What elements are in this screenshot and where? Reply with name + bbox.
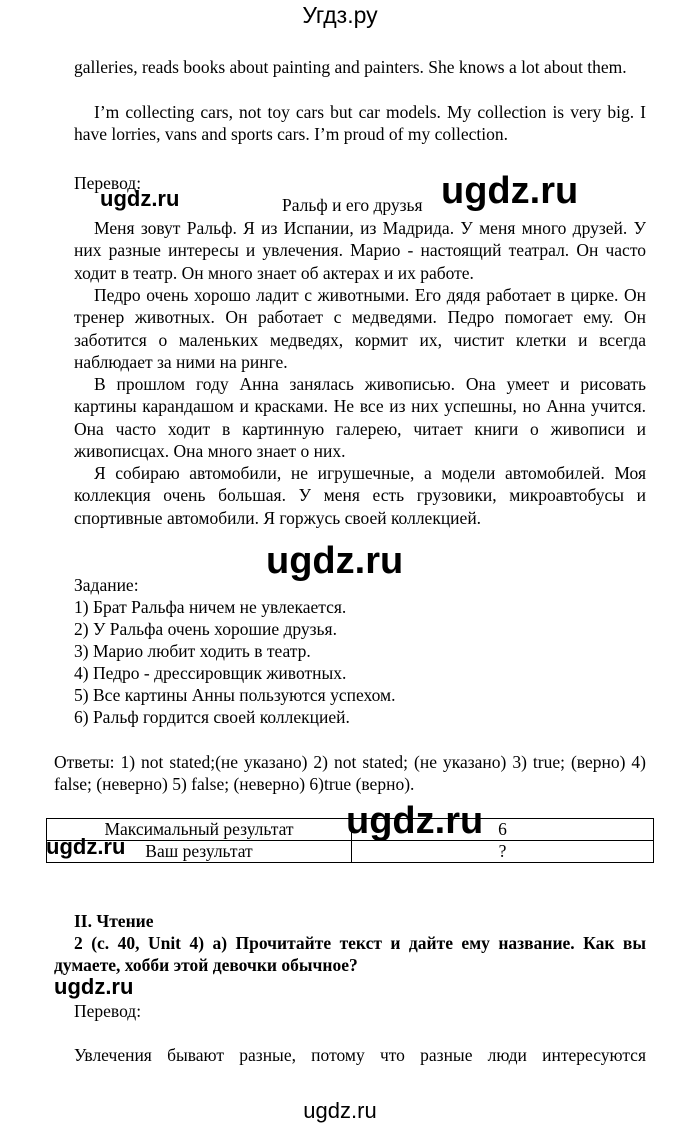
your-result-value: ? [352, 841, 654, 863]
paragraph-2: Педро очень хорошо ладит с животными. Его дядя работает в цирке. Он тренер животных. Он работает с медведями. Педро помогает ему. Он заботится о маленьких медведях, кормит их, чистит клетки и всегда наблюдает за ними на ринге. [74, 285, 646, 373]
paragraph-3: В прошлом году Анна занялась живописью. Она умеет и рисовать картины карандашом и красками. Не все из них успешны, но Анна учится. Она часто ходит в картинную галерею, читает книги о живописи и живописцах. Она много знает о них. [74, 374, 646, 462]
table-row [47, 841, 654, 863]
answers: Ответы: 1) not stated;(не указано) 2) not stated; (не указано) 3) true; (верно) 4) false; (неверно) 5) false; (неверно) 6)true (верно). [54, 752, 646, 795]
translation-label: Перевод: [74, 173, 142, 193]
translation-label-2: Перевод: [74, 1001, 142, 1021]
paragraph-4: Я собираю автомобили, не игрушечные, а модели автомобилей. Моя коллекция очень большая. У меня есть грузовики, микроавтобусы и спортивные автомобили. Я горжусь своей коллекцией. [74, 463, 646, 528]
watermark: ugdz.ru [303, 1098, 377, 1123]
your-result-label: Ваш результат [47, 841, 352, 863]
watermark: ugdz.ru [100, 186, 180, 211]
task-label: Задание: [74, 575, 139, 595]
task-item: 2) У Ральфа очень хорошие друзья. [74, 619, 337, 639]
watermark: ugdz.ru [441, 170, 579, 212]
watermark: ugdz.ru [346, 800, 484, 842]
exercise-instruction: 2 (с. 40, Unit 4) а) Прочитайте текст и дайте ему название. Как вы думаете, хобби этой девочки обычное? [54, 933, 646, 976]
last-line: Увлечения бывают разные, потому что разные люди интересуются [74, 1045, 646, 1065]
section-title: II. Чтение [74, 911, 154, 931]
watermark: ugdz.ru [266, 540, 404, 582]
english-continuation: galleries, reads books about painting and painters. She knows a lot about them. [74, 57, 627, 77]
task-item: 5) Все картины Анны пользуются успехом. [74, 685, 396, 705]
site-title: Угдз.ру [302, 2, 378, 28]
task-item: 4) Педро - дрессировщик животных. [74, 663, 347, 683]
watermark: ugdz.ru [54, 974, 134, 999]
task-item: 1) Брат Ральфа ничем не увлекается. [74, 597, 347, 617]
story-title: Ральф и его друзья [282, 195, 423, 215]
task-item: 6) Ральф гордится своей коллекцией. [74, 707, 350, 727]
max-result-label: Максимальный результат [47, 819, 352, 841]
english-collection: I’m collecting cars, not toy cars but car models. My collection is very big. I have lorries, vans and sports cars. I’m proud of my collection. [74, 102, 646, 145]
paragraph-1: Меня зовут Ральф. Я из Испании, из Мадрида. У меня много друзей. У них разные интересы и увлечения. Марио - настоящий театрал. Он часто ходит в театр. Он много знает об актерах и их работе. [74, 218, 646, 283]
task-item: 3) Марио любит ходить в театр. [74, 641, 311, 661]
max-result-value: 6 [352, 819, 654, 841]
watermark: ugdz.ru [46, 834, 126, 859]
